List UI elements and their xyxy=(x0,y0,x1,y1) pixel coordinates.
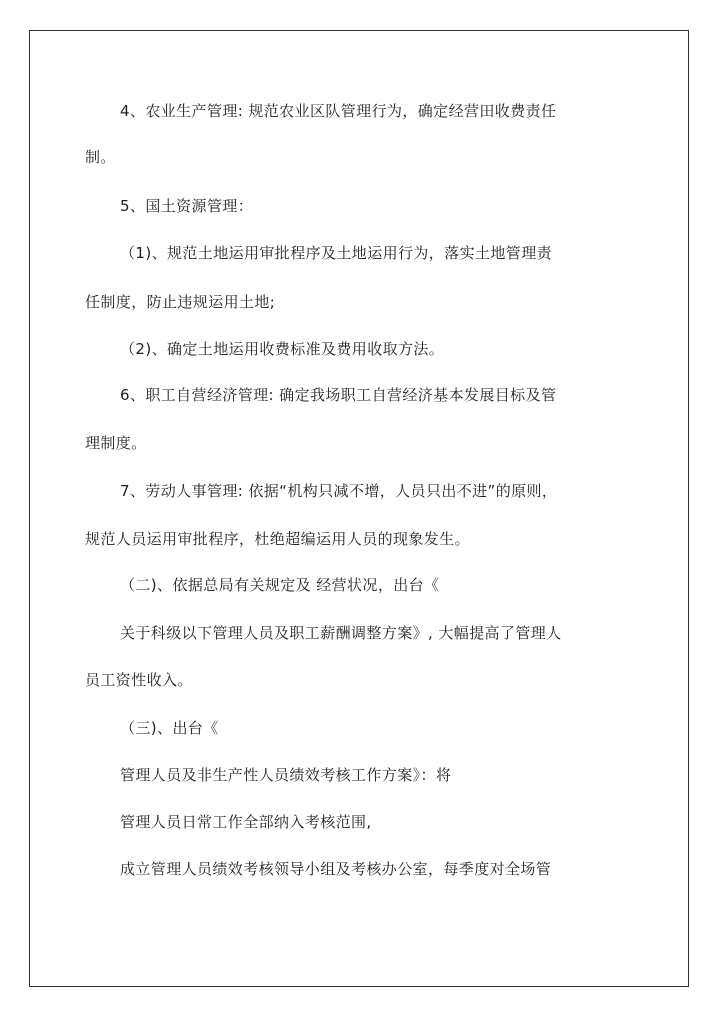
paragraph-line: 关于科级以下管理人员及职工薪酬调整方案》, 大幅提高了管理人 xyxy=(120,624,562,642)
paragraph-line: 理制度。 xyxy=(85,434,147,452)
paragraph-line: 任制度，防止违规运用土地; xyxy=(85,293,276,311)
paragraph-line: 成立管理人员绩效考核领导小组及考核办公室，每季度对全场管 xyxy=(120,860,552,878)
paragraph-line: 规范人员运用审批程序，杜绝超编运用人员的现象发生。 xyxy=(85,530,471,548)
paragraph-line: 7、劳动人事管理: 依据“机构只减不增，人员只出不进”的原则， xyxy=(120,482,558,500)
paragraph-line: 5、国土资源管理： xyxy=(120,197,254,215)
paragraph-line: 4、农业生产管理: 规范农业区队管理行为，确定经营田收费责任 xyxy=(120,102,557,120)
paragraph-line: （2)、确定土地运用收费标准及费用收取方法。 xyxy=(120,340,445,358)
paragraph-line: 管理人员日常工作全部纳入考核范围, xyxy=(120,813,372,831)
paragraph-line: 制。 xyxy=(85,148,116,166)
paragraph-line: （1)、规范土地运用审批程序及土地运用行为，落实土地管理责 xyxy=(120,244,552,262)
paragraph-line: （二)、依据总局有关规定及 经营状况，出台《 xyxy=(120,576,440,594)
paragraph-line: 员工资性收入。 xyxy=(85,671,193,689)
paragraph-line: （三)、出台《 xyxy=(120,719,219,737)
paragraph-line: 6、职工自营经济管理: 确定我场职工自营经济基本发展目标及管 xyxy=(120,386,557,404)
paragraph-line: 管理人员及非生产性人员绩效考核工作方案》：将 xyxy=(120,766,452,784)
page-border xyxy=(29,30,689,987)
